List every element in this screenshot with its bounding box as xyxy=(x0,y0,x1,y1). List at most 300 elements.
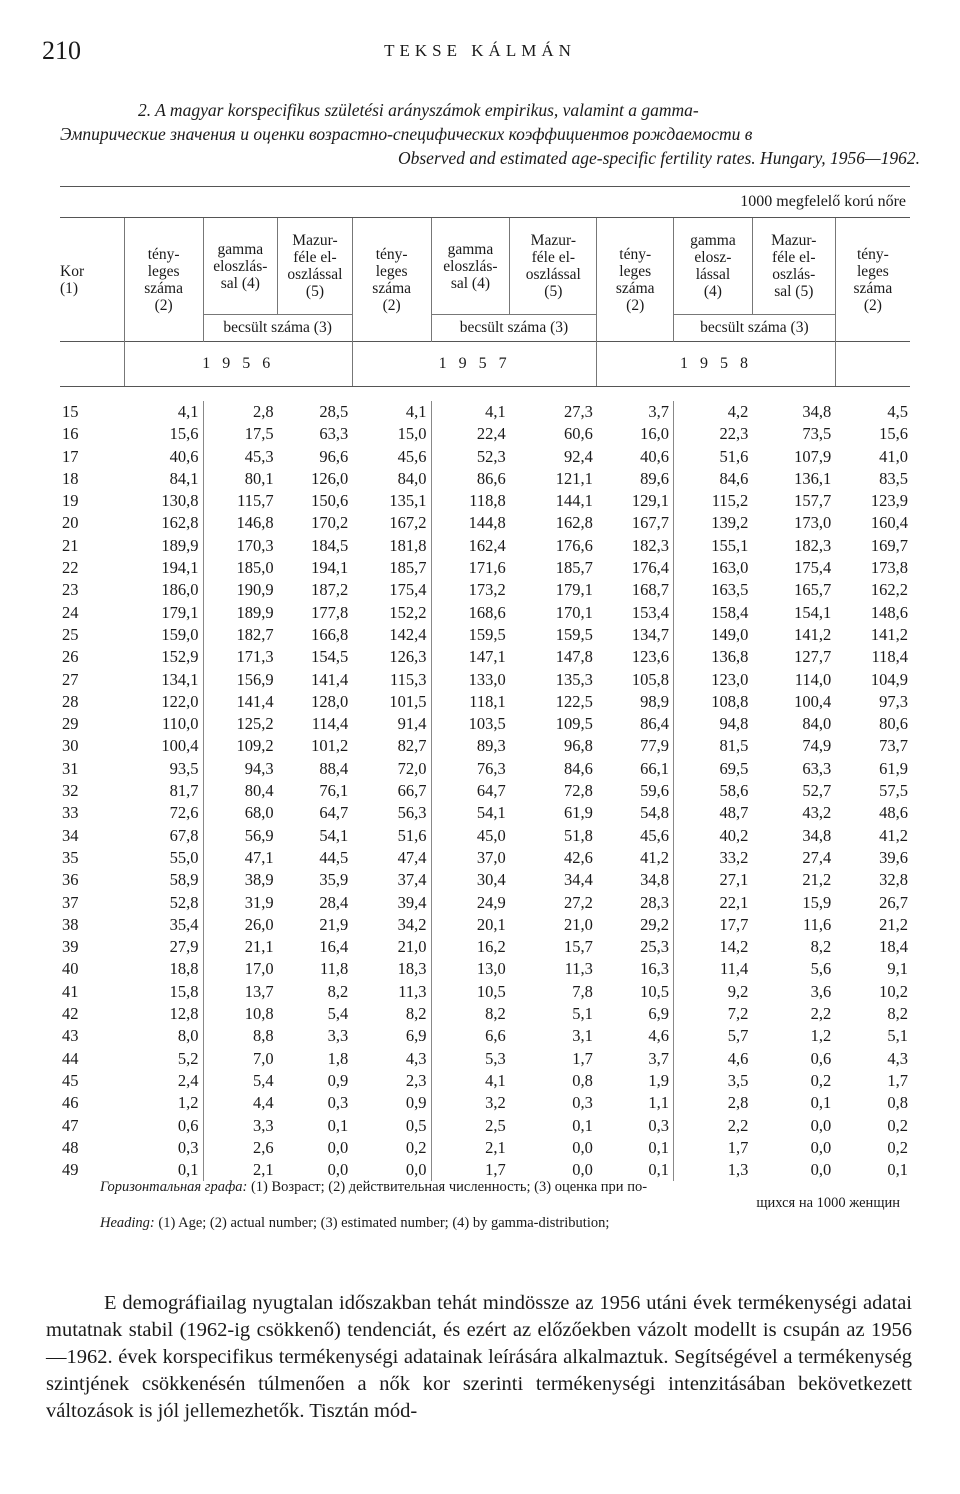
value-cell: 163,5 xyxy=(711,580,749,600)
age-cell: 16 xyxy=(62,424,79,444)
value-cell: 166,8 xyxy=(311,624,349,644)
table-row xyxy=(60,624,910,646)
value-cell: 194,1 xyxy=(124,557,203,579)
value-cell: 33,2 xyxy=(719,847,749,867)
value-cell: 100,4 xyxy=(124,735,203,757)
caption-russian: Эмпирические значения и оценки возрастно-специфических коэффициентов рождаемости в xyxy=(60,124,753,144)
value-cell: 66,1 xyxy=(597,758,674,780)
value-cell: 169,7 xyxy=(870,535,908,555)
age-cell: 28 xyxy=(62,691,79,711)
value-cell: 165,7 xyxy=(794,580,832,600)
age-cell: 22 xyxy=(62,558,79,578)
value-cell: 144,8 xyxy=(468,513,506,533)
value-cell: 182,3 xyxy=(597,535,674,557)
age-cell: 30 xyxy=(62,736,79,756)
value-cell: 0,0 xyxy=(810,1115,832,1135)
value-cell: 4,1 xyxy=(352,401,431,423)
value-cell: 194,1 xyxy=(311,558,349,578)
value-cell: 27,2 xyxy=(563,892,593,912)
value-cell: 21,2 xyxy=(879,914,908,934)
value-cell: 104,9 xyxy=(870,669,908,689)
value-cell: 56,3 xyxy=(352,802,431,824)
value-cell: 4,5 xyxy=(887,402,908,421)
value-cell: 108,8 xyxy=(711,691,749,711)
actual-1958-header: tény- leges száma (2) xyxy=(597,218,674,342)
value-cell: 5,4 xyxy=(253,1070,274,1090)
value-cell: 10,2 xyxy=(879,981,908,1001)
value-cell: 37,0 xyxy=(476,847,506,867)
value-cell: 3,6 xyxy=(810,981,832,1001)
value-cell: 88,4 xyxy=(319,758,349,778)
value-cell: 68,0 xyxy=(244,803,274,823)
value-cell: 141,4 xyxy=(311,669,349,689)
value-cell: 37,4 xyxy=(352,869,431,891)
value-cell: 0,0 xyxy=(572,1137,593,1157)
value-cell: 3,1 xyxy=(572,1026,593,1046)
value-cell: 15,7 xyxy=(563,937,593,957)
value-cell: 66,7 xyxy=(352,780,431,802)
table-row xyxy=(60,847,910,869)
value-cell: 1,7 xyxy=(572,1048,593,1068)
value-cell: 11,4 xyxy=(720,959,749,979)
value-cell: 76,1 xyxy=(319,781,349,801)
value-cell: 115,2 xyxy=(711,491,749,511)
table-row xyxy=(60,758,910,780)
table-row xyxy=(60,602,910,624)
value-cell: 189,9 xyxy=(124,535,203,557)
value-cell: 80,4 xyxy=(244,781,274,801)
value-cell: 58,9 xyxy=(124,869,203,891)
year-1956: 1 9 5 6 xyxy=(124,342,352,387)
value-cell: 13,7 xyxy=(244,981,274,1001)
legend-russian: Горизонтальная графа: (1) Возраст; (2) действительная численность; (3) оценка при по- xyxy=(100,1179,648,1195)
value-cell: 94,3 xyxy=(244,758,274,778)
legend-russian-cont: щихся на 1000 женщин xyxy=(756,1195,900,1211)
actual-1959-header: tény- leges száma (2) xyxy=(835,218,910,342)
value-cell: 0,2 xyxy=(887,1115,908,1135)
value-cell: 4,4 xyxy=(253,1093,274,1113)
value-cell: 64,7 xyxy=(319,803,349,823)
table-row xyxy=(60,446,910,468)
value-cell: 0,5 xyxy=(352,1115,431,1137)
gamma-1957-header: gamma eloszlás- sal (4) xyxy=(431,218,510,315)
value-cell: 125,2 xyxy=(236,714,274,734)
value-cell: 10,5 xyxy=(597,981,674,1003)
value-cell: 146,8 xyxy=(236,513,274,533)
value-cell: 15,8 xyxy=(124,981,203,1003)
value-cell: 123,6 xyxy=(597,646,674,668)
value-cell: 185,7 xyxy=(555,558,593,578)
value-cell: 175,4 xyxy=(352,579,431,601)
value-cell: 94,8 xyxy=(719,714,749,734)
value-cell: 0,0 xyxy=(352,1159,431,1181)
caption-english: Observed and estimated age-specific fertility rates. Hungary, 1956—1962. xyxy=(397,148,920,168)
table-row xyxy=(60,490,910,512)
value-cell: 81,7 xyxy=(124,780,203,802)
value-cell: 34,8 xyxy=(802,825,832,845)
mazur-1956-header: Mazur- féle el- oszlással (5) xyxy=(278,218,353,315)
age-cell: 19 xyxy=(62,491,79,511)
value-cell: 2,8 xyxy=(253,402,274,421)
value-cell: 2,6 xyxy=(253,1137,274,1157)
value-cell: 10,5 xyxy=(476,981,506,1001)
value-cell: 0,2 xyxy=(810,1070,832,1090)
value-cell: 147,8 xyxy=(555,647,593,667)
value-cell: 0,1 xyxy=(887,1160,908,1180)
value-cell: 51,8 xyxy=(563,825,593,845)
value-cell: 15,6 xyxy=(124,423,203,445)
value-cell: 0,1 xyxy=(597,1137,674,1159)
value-cell: 118,4 xyxy=(871,647,908,667)
value-cell: 27,1 xyxy=(719,870,749,890)
gamma-1958-header: gamma elosz- lással (4) xyxy=(674,218,753,315)
age-cell: 26 xyxy=(62,647,79,667)
value-cell: 159,0 xyxy=(124,624,203,646)
value-cell: 21,2 xyxy=(802,870,832,890)
age-cell: 43 xyxy=(62,1026,79,1046)
table-row xyxy=(60,1137,910,1159)
value-cell: 181,8 xyxy=(352,535,431,557)
age-cell: 20 xyxy=(62,513,79,533)
value-cell: 3,7 xyxy=(597,1048,674,1070)
value-cell: 63,3 xyxy=(319,424,349,444)
value-cell: 74,9 xyxy=(802,736,832,756)
value-cell: 141,4 xyxy=(236,691,274,711)
value-cell: 29,2 xyxy=(597,914,674,936)
value-cell: 4,6 xyxy=(727,1048,749,1068)
value-cell: 5,4 xyxy=(327,1004,349,1024)
value-cell: 12,8 xyxy=(124,1003,203,1025)
value-cell: 27,4 xyxy=(802,847,832,867)
value-cell: 44,5 xyxy=(319,847,349,867)
value-cell: 15,6 xyxy=(879,424,908,444)
value-cell: 15,9 xyxy=(802,892,832,912)
age-label: Kor xyxy=(60,262,85,280)
value-cell: 149,0 xyxy=(711,624,749,644)
value-cell: 0,6 xyxy=(810,1048,832,1068)
value-cell: 22,4 xyxy=(476,424,506,444)
value-cell: 5,7 xyxy=(727,1026,749,1046)
value-cell: 18,3 xyxy=(352,958,431,980)
value-cell: 21,9 xyxy=(319,914,349,934)
table-row xyxy=(60,423,910,445)
value-cell: 1,2 xyxy=(124,1092,203,1114)
value-cell: 34,8 xyxy=(802,402,832,421)
estimated-1957-label: becsült száma (3) xyxy=(431,315,597,342)
value-cell: 159,5 xyxy=(468,624,506,644)
value-cell: 86,4 xyxy=(597,713,674,735)
value-cell: 2,1 xyxy=(253,1160,274,1180)
value-cell: 2,5 xyxy=(485,1115,506,1135)
value-cell: 170,3 xyxy=(236,535,274,555)
value-cell: 1,7 xyxy=(727,1137,749,1157)
value-cell: 20,1 xyxy=(476,914,506,934)
table-row xyxy=(60,669,910,691)
value-cell: 16,2 xyxy=(476,937,506,957)
age-cell: 17 xyxy=(62,446,79,466)
value-cell: 0,0 xyxy=(810,1137,832,1157)
value-cell: 7,2 xyxy=(727,1004,749,1024)
age-cell: 40 xyxy=(62,959,79,979)
value-cell: 34,4 xyxy=(563,870,593,890)
value-cell: 5,1 xyxy=(572,1004,593,1024)
value-cell: 54,1 xyxy=(476,803,506,823)
value-cell: 8,2 xyxy=(887,1004,908,1024)
value-cell: 39,4 xyxy=(352,892,431,914)
value-cell: 21,1 xyxy=(244,937,274,957)
value-cell: 45,3 xyxy=(244,446,274,466)
value-cell: 173,8 xyxy=(870,558,908,578)
value-cell: 184,5 xyxy=(311,535,349,555)
age-cell: 33 xyxy=(62,803,79,823)
value-cell: 97,3 xyxy=(879,691,908,711)
value-cell: 41,0 xyxy=(879,446,908,466)
value-cell: 115,7 xyxy=(237,491,274,511)
value-cell: 101,5 xyxy=(352,691,431,713)
value-cell: 52,3 xyxy=(476,446,506,466)
value-cell: 2,2 xyxy=(727,1115,749,1135)
value-cell: 3,3 xyxy=(327,1026,349,1046)
value-cell: 175,4 xyxy=(794,558,832,578)
age-cell: 23 xyxy=(62,580,79,600)
age-cell: 31 xyxy=(62,758,79,778)
value-cell: 27,9 xyxy=(124,936,203,958)
table-row xyxy=(60,512,910,534)
value-cell: 82,7 xyxy=(352,735,431,757)
legend-english: Heading: (1) Age; (2) actual number; (3) estimated number; (4) by gamma-distribution; xyxy=(100,1215,610,1231)
value-cell: 52,7 xyxy=(802,781,832,801)
value-cell: 61,9 xyxy=(563,803,593,823)
value-cell: 34,2 xyxy=(352,914,431,936)
table-row xyxy=(60,535,910,557)
value-cell: 27,3 xyxy=(563,402,593,421)
age-cell: 42 xyxy=(62,1004,79,1024)
value-cell: 4,1 xyxy=(485,1070,506,1090)
value-cell: 0,1 xyxy=(327,1115,349,1135)
value-cell: 38,9 xyxy=(244,870,274,890)
value-cell: 4,1 xyxy=(124,401,203,423)
table-body xyxy=(60,401,910,1181)
value-cell: 84,6 xyxy=(719,468,749,488)
value-cell: 159,5 xyxy=(555,624,593,644)
value-cell: 41,2 xyxy=(879,825,908,845)
value-cell: 0,1 xyxy=(124,1159,203,1181)
value-cell: 45,6 xyxy=(352,446,431,468)
mazur-1957-header: Mazur- féle el- oszlással (5) xyxy=(510,218,597,315)
value-cell: 81,5 xyxy=(719,736,749,756)
value-cell: 41,2 xyxy=(597,847,674,869)
value-cell: 16,0 xyxy=(597,423,674,445)
age-cell: 49 xyxy=(62,1160,79,1180)
table-row xyxy=(60,468,910,490)
value-cell: 171,6 xyxy=(468,558,506,578)
value-cell: 69,5 xyxy=(719,758,749,778)
value-cell: 134,7 xyxy=(597,624,674,646)
value-cell: 142,4 xyxy=(352,624,431,646)
value-cell: 150,6 xyxy=(311,491,349,511)
value-cell: 40,6 xyxy=(597,446,674,468)
value-cell: 91,4 xyxy=(352,713,431,735)
value-cell: 2,4 xyxy=(124,1070,203,1092)
running-head: TEKSE KÁLMÁN xyxy=(384,41,576,60)
value-cell: 18,8 xyxy=(124,958,203,980)
value-cell: 162,8 xyxy=(555,513,593,533)
table-row xyxy=(60,579,910,601)
value-cell: 107,9 xyxy=(794,446,832,466)
table-row xyxy=(60,780,910,802)
value-cell: 8,2 xyxy=(327,981,349,1001)
value-cell: 17,5 xyxy=(244,424,274,444)
value-cell: 92,4 xyxy=(563,446,593,466)
value-cell: 109,2 xyxy=(236,736,274,756)
value-cell: 47,1 xyxy=(244,847,274,867)
value-cell: 127,7 xyxy=(794,647,832,667)
value-cell: 152,9 xyxy=(124,646,203,668)
value-cell: 114,4 xyxy=(311,714,349,734)
value-cell: 115,3 xyxy=(352,669,431,691)
value-cell: 171,3 xyxy=(236,647,274,667)
value-cell: 35,4 xyxy=(124,914,203,936)
year-1957: 1 9 5 7 xyxy=(352,342,597,387)
value-cell: 6,9 xyxy=(352,1025,431,1047)
value-cell: 141,2 xyxy=(794,624,832,644)
value-cell: 56,9 xyxy=(244,825,274,845)
value-cell: 2,8 xyxy=(727,1093,749,1113)
value-cell: 148,6 xyxy=(870,602,908,622)
age-cell: 45 xyxy=(62,1070,79,1090)
table-row xyxy=(60,735,910,757)
value-cell: 5,6 xyxy=(810,959,832,979)
value-cell: 52,8 xyxy=(124,892,203,914)
value-cell: 154,5 xyxy=(311,647,349,667)
value-cell: 147,1 xyxy=(468,647,506,667)
value-cell: 187,2 xyxy=(311,580,349,600)
value-cell: 100,4 xyxy=(794,691,832,711)
value-cell: 185,0 xyxy=(236,558,274,578)
value-cell: 11,6 xyxy=(802,914,832,934)
value-cell: 28,5 xyxy=(319,402,349,421)
value-cell: 1,9 xyxy=(597,1070,674,1092)
value-cell: 129,1 xyxy=(597,490,674,512)
value-cell: 34,8 xyxy=(597,869,674,891)
age-cell: 48 xyxy=(62,1137,79,1157)
age-cell: 25 xyxy=(62,624,79,644)
value-cell: 4,1 xyxy=(485,402,506,421)
value-cell: 51,6 xyxy=(719,446,749,466)
value-cell: 21,0 xyxy=(352,936,431,958)
value-cell: 84,1 xyxy=(124,468,203,490)
value-cell: 186,0 xyxy=(124,579,203,601)
value-cell: 167,2 xyxy=(352,512,431,534)
value-cell: 58,6 xyxy=(719,781,749,801)
value-cell: 5,1 xyxy=(887,1026,908,1046)
value-cell: 182,7 xyxy=(236,624,274,644)
value-cell: 63,3 xyxy=(802,758,832,778)
value-cell: 122,0 xyxy=(124,691,203,713)
value-cell: 72,6 xyxy=(124,802,203,824)
value-cell: 136,8 xyxy=(711,647,749,667)
value-cell: 60,6 xyxy=(563,424,593,444)
value-cell: 35,9 xyxy=(319,870,349,890)
value-cell: 163,0 xyxy=(711,558,749,578)
value-cell: 135,1 xyxy=(352,490,431,512)
value-cell: 162,8 xyxy=(124,512,203,534)
value-cell: 144,1 xyxy=(555,491,593,511)
value-cell: 28,3 xyxy=(597,892,674,914)
table-row xyxy=(60,1048,910,1070)
value-cell: 14,2 xyxy=(719,937,749,957)
value-cell: 1,3 xyxy=(727,1160,749,1180)
value-cell: 153,4 xyxy=(597,602,674,624)
value-cell: 39,6 xyxy=(879,847,908,867)
per-1000-women-label: 1000 megfelelő korú nőre xyxy=(124,187,910,218)
value-cell: 121,1 xyxy=(555,468,593,488)
value-cell: 0,9 xyxy=(327,1070,349,1090)
value-cell: 101,2 xyxy=(311,736,349,756)
value-cell: 15,0 xyxy=(352,423,431,445)
age-cell: 29 xyxy=(62,714,79,734)
value-cell: 103,5 xyxy=(468,714,506,734)
estimated-1958-label: becsült száma (3) xyxy=(674,315,836,342)
value-cell: 133,0 xyxy=(468,669,506,689)
value-cell: 67,8 xyxy=(124,825,203,847)
value-cell: 2,2 xyxy=(810,1004,832,1024)
value-cell: 0,0 xyxy=(327,1160,349,1180)
value-cell: 157,7 xyxy=(794,491,832,511)
value-cell: 89,6 xyxy=(597,468,674,490)
value-cell: 173,2 xyxy=(468,580,506,600)
value-cell: 0,1 xyxy=(810,1093,832,1113)
value-cell: 123,0 xyxy=(711,669,749,689)
table-row xyxy=(60,1115,910,1137)
value-cell: 158,4 xyxy=(711,602,749,622)
value-cell: 0,3 xyxy=(327,1093,349,1113)
value-cell: 80,1 xyxy=(244,468,274,488)
value-cell: 73,7 xyxy=(879,736,908,756)
value-cell: 190,9 xyxy=(236,580,274,600)
value-cell: 54,1 xyxy=(319,825,349,845)
value-cell: 152,2 xyxy=(352,602,431,624)
value-cell: 0,6 xyxy=(124,1115,203,1137)
table-row xyxy=(60,869,910,891)
value-cell: 189,9 xyxy=(236,602,274,622)
value-cell: 51,6 xyxy=(352,825,431,847)
value-cell: 11,3 xyxy=(352,981,431,1003)
value-cell: 1,7 xyxy=(485,1160,506,1180)
value-cell: 0,2 xyxy=(887,1137,908,1157)
table-row xyxy=(60,892,910,914)
age-cell: 47 xyxy=(62,1115,79,1135)
value-cell: 8,2 xyxy=(810,937,832,957)
age-cell: 37 xyxy=(62,892,79,912)
value-cell: 173,0 xyxy=(794,513,832,533)
value-cell: 122,5 xyxy=(555,691,593,711)
value-cell: 22,1 xyxy=(719,892,749,912)
value-cell: 40,6 xyxy=(124,446,203,468)
value-cell: 167,7 xyxy=(597,512,674,534)
table-row xyxy=(60,1070,910,1092)
actual-1956-header: tény- leges száma (2) xyxy=(124,218,203,342)
value-cell: 0,0 xyxy=(572,1160,593,1180)
value-cell: 2,3 xyxy=(352,1070,431,1092)
value-cell: 21,0 xyxy=(563,914,593,934)
value-cell: 170,2 xyxy=(311,513,349,533)
year-1958: 1 9 5 8 xyxy=(597,342,835,387)
age-cell: 35 xyxy=(62,847,79,867)
value-cell: 162,2 xyxy=(870,580,908,600)
value-cell: 16,3 xyxy=(597,958,674,980)
value-cell: 170,1 xyxy=(555,602,593,622)
